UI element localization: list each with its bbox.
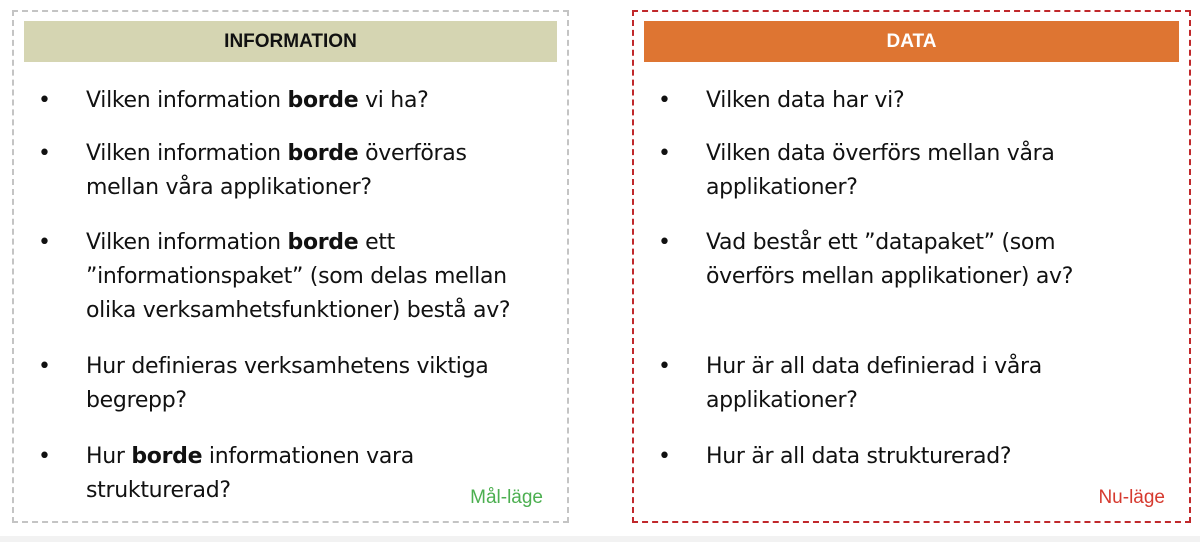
text: vi ha? — [358, 88, 429, 113]
text: Hur är all data definierad i våra — [706, 354, 1042, 379]
bullet-icon: • — [38, 230, 51, 255]
text: överförs mellan applikationer) av? — [706, 264, 1074, 289]
text: applikationer? — [706, 388, 858, 413]
text: Hur definieras verksamhetens viktiga — [86, 354, 489, 379]
text: Vilken information — [86, 88, 288, 113]
text: ”informationspaket” (som delas mellan — [86, 264, 507, 289]
bullet-icon: • — [658, 230, 671, 255]
bold-text: borde — [287, 88, 359, 113]
list-item — [38, 350, 489, 418]
footer-strip — [0, 536, 1200, 542]
information-header: INFORMATION — [24, 21, 557, 62]
text: Vilken information — [86, 141, 288, 166]
data-header: DATA — [644, 21, 1179, 62]
text: Vilken data överförs mellan våra — [706, 141, 1055, 166]
text: informationen vara — [202, 444, 414, 469]
text: Vilken information — [86, 230, 288, 255]
text: olika verksamhetsfunktioner) bestå av? — [86, 298, 511, 323]
list-item — [658, 440, 1012, 474]
bold-text: borde — [287, 230, 359, 255]
list-item — [658, 226, 1074, 294]
list-item — [658, 137, 1055, 205]
list-item — [658, 350, 1042, 418]
bullet-icon: • — [658, 88, 671, 113]
list-item — [38, 137, 467, 205]
bullet-icon: • — [658, 141, 671, 166]
text: applikationer? — [706, 175, 858, 200]
information-panel — [12, 10, 569, 523]
bold-text: borde — [131, 444, 203, 469]
bullet-icon: • — [658, 444, 671, 469]
list-item — [38, 226, 511, 328]
text: överföras — [358, 141, 467, 166]
text: Vad består ett ”datapaket” (som — [706, 230, 1056, 255]
bullet-icon: • — [38, 88, 51, 113]
current-state-label: Nu-läge — [1098, 487, 1165, 508]
bullet-icon: • — [38, 354, 51, 379]
bold-text: borde — [287, 141, 359, 166]
text: Hur är all data strukturerad? — [706, 444, 1012, 469]
text: mellan våra applikationer? — [86, 175, 372, 200]
bullet-icon: • — [658, 354, 671, 379]
list-item — [38, 84, 429, 118]
list-item — [38, 440, 414, 508]
text: Hur — [86, 444, 132, 469]
bullet-icon: • — [38, 444, 51, 469]
text: strukturerad? — [86, 478, 231, 503]
text: begrepp? — [86, 388, 187, 413]
text: ett — [358, 230, 395, 255]
data-panel — [632, 10, 1191, 523]
bullet-icon: • — [38, 141, 51, 166]
target-state-label: Mål-läge — [470, 487, 543, 508]
list-item — [658, 84, 905, 118]
text: Vilken data har vi? — [706, 88, 905, 113]
